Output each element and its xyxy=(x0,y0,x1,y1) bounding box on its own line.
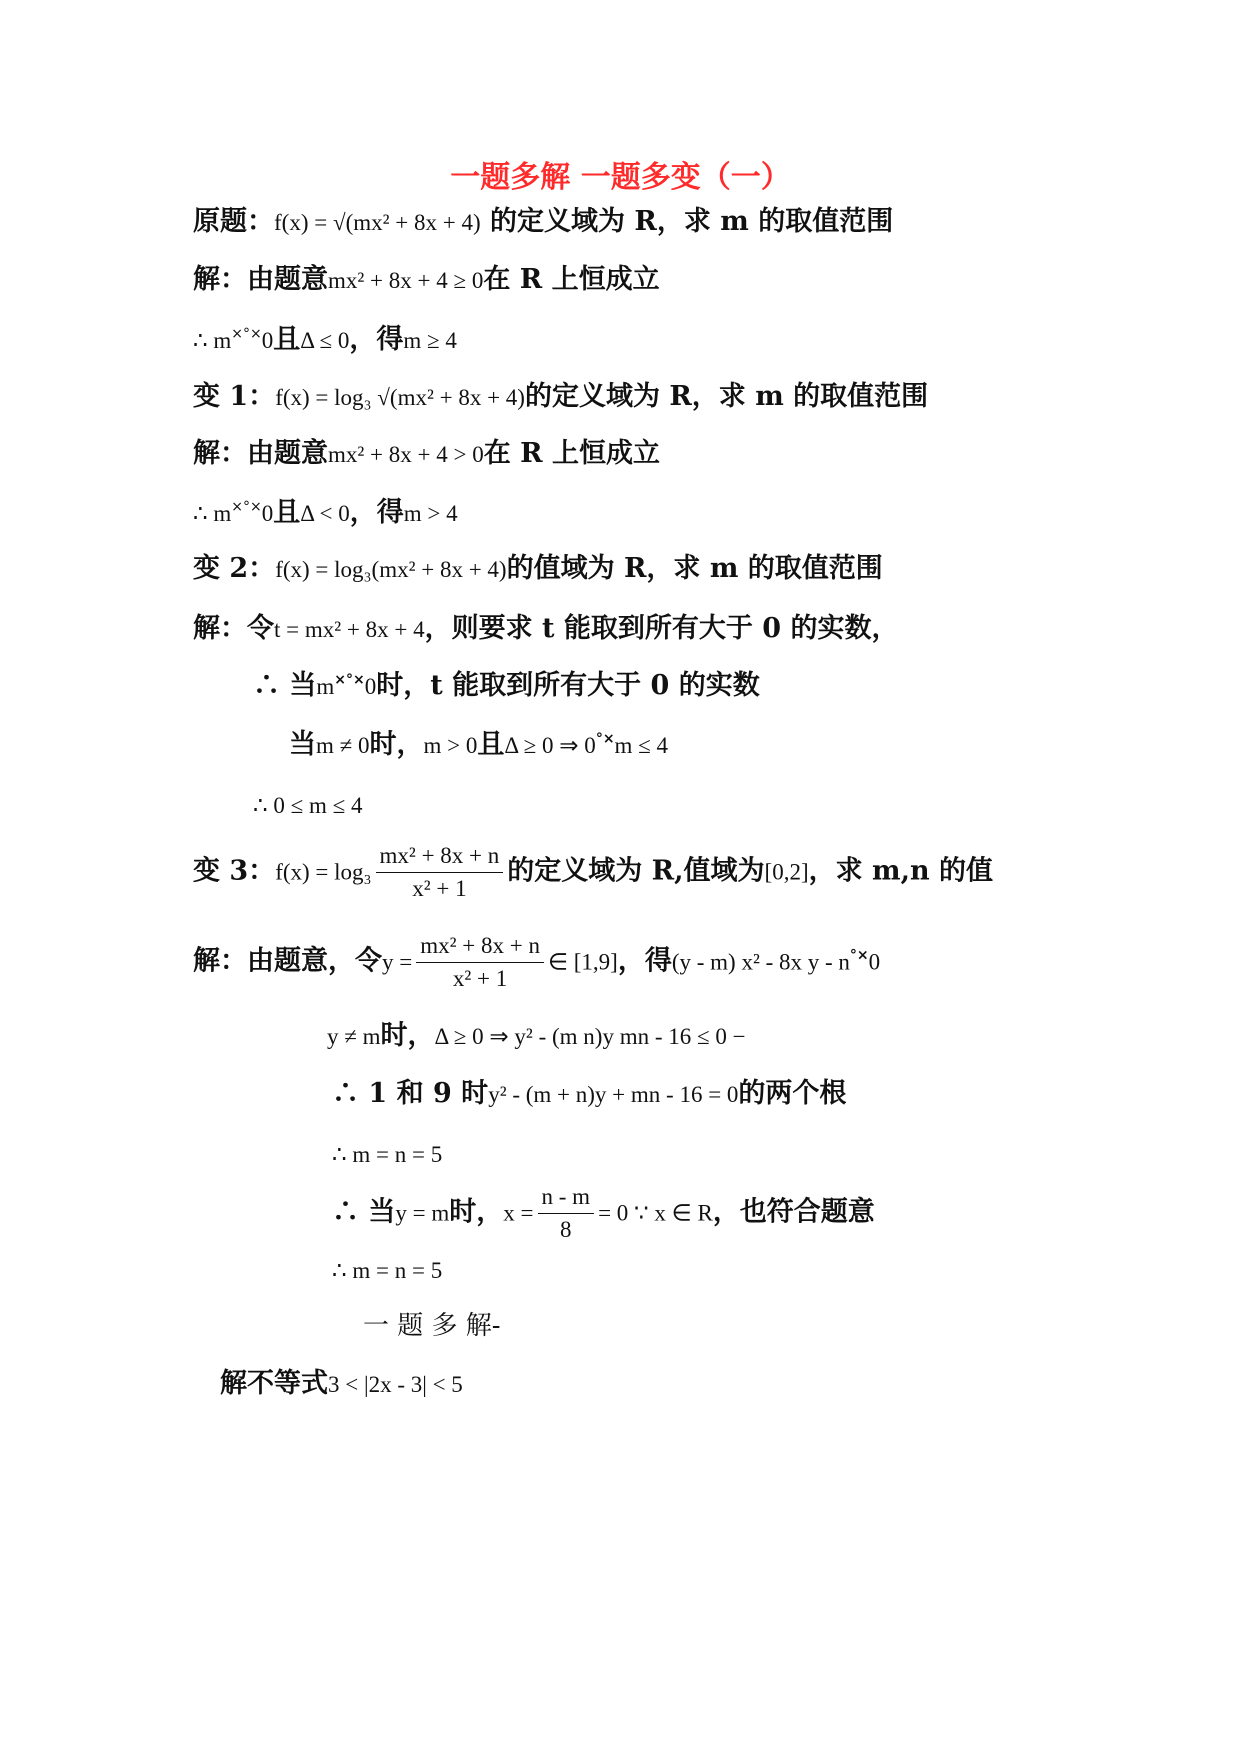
case-label: ∴ 当 xyxy=(253,670,317,701)
case-label: 当 xyxy=(289,729,316,760)
formula: y = m xyxy=(395,1200,450,1226)
fraction xyxy=(538,1183,595,1243)
formula: ∴ m xyxy=(193,328,232,353)
garbled-symbol: ×°× xyxy=(334,672,365,688)
solution-text: 在 R 上恒成立 xyxy=(483,438,660,469)
formula: 0 xyxy=(868,949,881,975)
formula: mx² + 8x + 4 > 0 xyxy=(328,442,484,467)
fraction-denominator: x² + 1 xyxy=(452,965,508,991)
variation-text: 的定义域为 R,值域为 xyxy=(507,855,765,887)
variation-text: 的定义域为 R，求 m 的取值范围 xyxy=(524,381,929,412)
conclusion-line-1 xyxy=(193,324,457,356)
formula: y = xyxy=(382,949,413,975)
check-text: ，也符合题意 xyxy=(712,1196,875,1228)
fraction-denominator: 8 xyxy=(560,1216,572,1242)
problem-text: 的定义域为 R，求 m 的取值范围 xyxy=(480,206,894,237)
solution-text: 在 R 上恒成立 xyxy=(483,264,660,295)
roots-label: ∴ 1 和 9 时 xyxy=(332,1078,489,1109)
formula: m > 0 xyxy=(423,733,478,758)
case-text: 时， xyxy=(369,729,424,760)
solution-label: 解：由题意 xyxy=(193,264,328,295)
solution-label: 解：由题意，令 xyxy=(193,945,382,977)
solution-line-2 xyxy=(193,438,660,470)
conclusion-line-5 xyxy=(332,1254,442,1286)
solution-line-4 xyxy=(193,932,880,992)
formula: 0 xyxy=(364,674,377,699)
section-heading-text: 一 题 多 解- xyxy=(363,1311,501,1341)
formula: Δ ≥ 0 ⇒ 0 xyxy=(504,733,596,758)
variation-text: ，求 m,n 的值 xyxy=(808,855,994,887)
section-heading xyxy=(363,1311,501,1342)
text: 且 xyxy=(273,324,301,355)
case-text: 时， xyxy=(380,1020,435,1051)
formula: 0 xyxy=(261,328,274,353)
garbled-symbol: ×°× xyxy=(231,499,262,515)
formula: y ≠ m xyxy=(327,1024,381,1049)
formula: ∴ 0 ≤ m ≤ 4 xyxy=(253,793,363,818)
check-label: ∴ 当 xyxy=(332,1196,396,1228)
formula: Δ ≤ 0 xyxy=(300,328,350,353)
fraction-numerator: n - m xyxy=(538,1183,595,1214)
roots-line xyxy=(332,1078,846,1110)
garbled-symbol: °× xyxy=(849,947,869,964)
formula: f(x) = √(mx² + 8x + 4) xyxy=(274,210,481,235)
problem-label: 解不等式 xyxy=(220,1368,328,1399)
variation-3-line xyxy=(193,842,993,902)
solution-label: 解：由题意 xyxy=(193,438,328,469)
formula: m xyxy=(316,674,335,699)
solution-text: ，则要求 t 能取到所有大于 0 的实数， xyxy=(424,613,899,644)
formula: f(x) = log₃ √(mx² + 8x + 4) xyxy=(275,385,525,410)
variation-2-line xyxy=(193,553,883,585)
formula: ∈ [1,9] xyxy=(547,949,618,975)
formula: ∴ m xyxy=(193,501,232,526)
case-text: 且 xyxy=(477,729,505,760)
conclusion-line-4 xyxy=(332,1138,442,1170)
solution-line-3 xyxy=(193,613,898,645)
fraction-denominator: x² + 1 xyxy=(412,875,467,901)
case-text: 时，t 能取到所有大于 0 的实数 xyxy=(376,670,760,701)
variation-label: 变 3： xyxy=(193,855,276,887)
fraction xyxy=(376,842,504,902)
formula: = 0 ∵ x ∈ R xyxy=(598,1200,713,1226)
inequality-problem-line xyxy=(220,1368,463,1400)
formula: t = mx² + 8x + 4 xyxy=(274,617,425,642)
case-line-2 xyxy=(289,729,668,761)
case-line-3 xyxy=(327,1020,746,1052)
formula: y² - (m + n)y + mn - 16 = 0 xyxy=(488,1082,739,1107)
text: 且 xyxy=(273,497,301,528)
roots-text: 的两个根 xyxy=(738,1078,847,1109)
formula: (y - m) x² - 8x y - n xyxy=(671,949,850,975)
garbled-symbol: °× xyxy=(595,731,615,747)
variation-text: 的值域为 R，求 m 的取值范围 xyxy=(506,553,883,584)
formula: m ≥ 4 xyxy=(403,328,457,353)
formula: Δ < 0 xyxy=(300,501,350,526)
formula: m ≠ 0 xyxy=(316,733,370,758)
formula: mx² + 8x + 4 ≥ 0 xyxy=(328,268,484,293)
formula: f(x) = log₃ xyxy=(275,859,372,885)
check-text: 时， xyxy=(449,1196,504,1228)
text: ，得 xyxy=(349,497,404,528)
formula: x = xyxy=(503,1200,534,1226)
formula: ∴ m = n = 5 xyxy=(332,1258,443,1283)
solution-text: ，得 xyxy=(617,945,672,977)
text: ，得 xyxy=(349,324,404,355)
formula: 3 < |2x - 3| < 5 xyxy=(328,1372,463,1397)
conclusion-line-2 xyxy=(193,497,458,529)
solution-label: 解：令 xyxy=(193,613,274,644)
variation-1-line xyxy=(193,381,928,413)
fraction xyxy=(416,932,544,992)
case-line-1 xyxy=(253,670,760,702)
garbled-symbol: ×°× xyxy=(231,326,262,342)
variation-label: 变 2： xyxy=(193,553,276,584)
fraction-numerator: mx² + 8x + n xyxy=(416,932,544,963)
variation-label: 变 1： xyxy=(193,381,276,412)
solution-line-1 xyxy=(193,264,660,296)
formula: [0,2] xyxy=(764,859,809,885)
formula: ∴ m = n = 5 xyxy=(332,1142,443,1167)
formula: Δ ≥ 0 ⇒ y² - (m n)y mn - 16 ≤ 0 − xyxy=(434,1024,746,1049)
formula: f(x) = log₃(mx² + 8x + 4) xyxy=(275,557,507,582)
original-problem-line xyxy=(193,206,893,238)
conclusion-line-3 xyxy=(253,789,363,821)
check-line xyxy=(332,1183,875,1243)
formula: m > 4 xyxy=(403,501,458,526)
problem-label: 原题： xyxy=(193,206,274,237)
formula: 0 xyxy=(261,501,274,526)
document-title: 一题多解 一题多变（一） xyxy=(450,160,791,195)
fraction-numerator: mx² + 8x + n xyxy=(376,842,504,873)
formula: m ≤ 4 xyxy=(614,733,669,758)
